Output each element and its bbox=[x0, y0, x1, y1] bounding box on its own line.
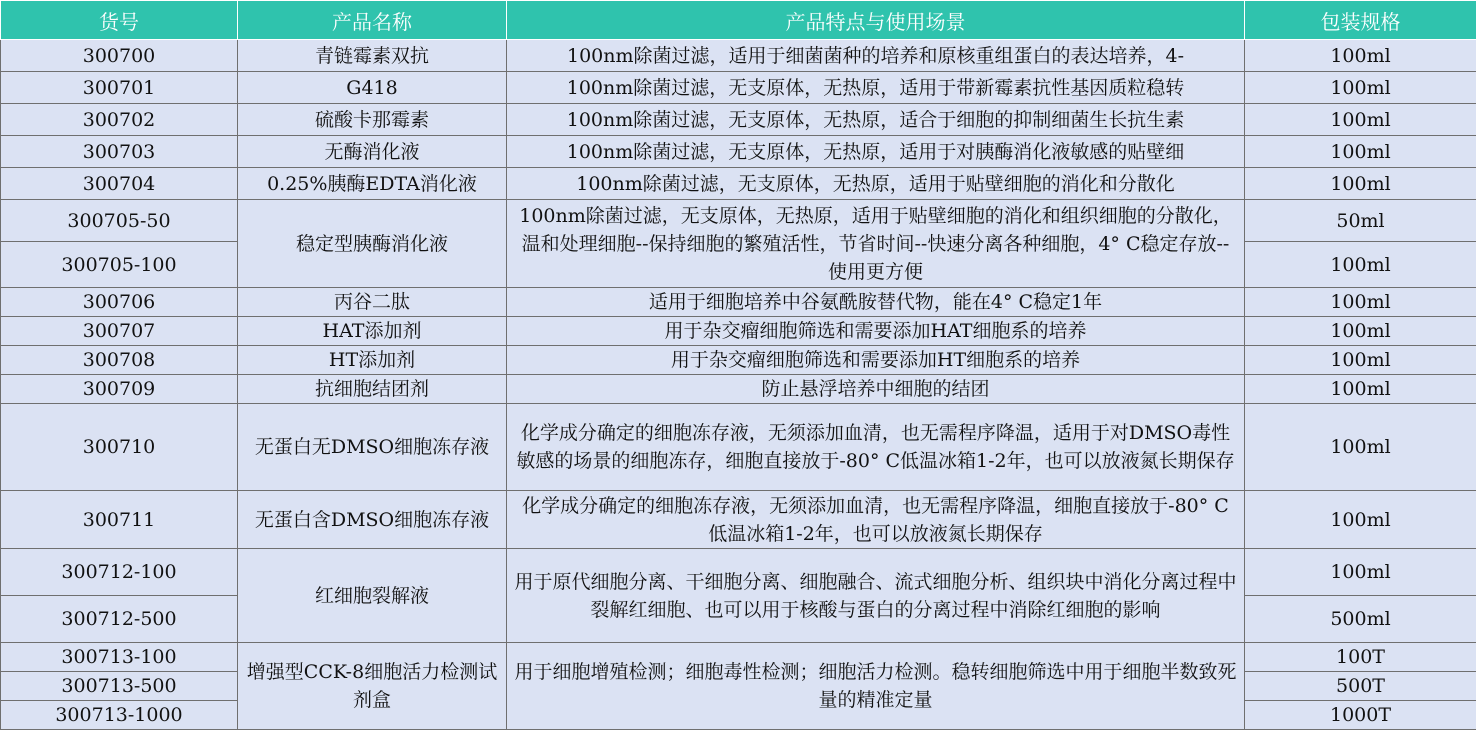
cell-name: 无酶消化液 bbox=[238, 136, 507, 168]
table-row bbox=[1, 136, 1476, 168]
cell-name: 增强型CCK-8细胞活力检测试剂盒 bbox=[238, 643, 507, 730]
cell-code: 300707 bbox=[1, 317, 238, 346]
table-row bbox=[1, 317, 1476, 346]
header-code: 货号 bbox=[1, 1, 238, 40]
cell-name: 无蛋白无DMSO细胞冻存液 bbox=[238, 404, 507, 491]
cell-desc: 用于杂交瘤细胞筛选和需要添加HAT细胞系的培养 bbox=[507, 317, 1245, 346]
cell-code: 300705-100 bbox=[1, 242, 238, 288]
cell-spec: 100ml bbox=[1245, 40, 1476, 72]
cell-desc: 用于细胞增殖检测；细胞毒性检测；细胞活力检测。稳转细胞筛选中用于细胞半数致死量的精准定量 bbox=[507, 643, 1245, 730]
cell-code: 300700 bbox=[1, 40, 238, 72]
table-row bbox=[1, 549, 1476, 596]
cell-code: 300713-1000 bbox=[1, 701, 238, 730]
cell-spec: 100ml bbox=[1245, 136, 1476, 168]
cell-name: 青链霉素双抗 bbox=[238, 40, 507, 72]
table-row bbox=[1, 168, 1476, 200]
cell-spec: 500ml bbox=[1245, 596, 1476, 643]
cell-spec: 100ml bbox=[1245, 491, 1476, 549]
table-row bbox=[1, 104, 1476, 136]
cell-name: 抗细胞结团剂 bbox=[238, 375, 507, 404]
table-row bbox=[1, 288, 1476, 317]
cell-spec: 100ml bbox=[1245, 549, 1476, 596]
cell-desc: 适用于细胞培养中谷氨酰胺替代物，能在4° C稳定1年 bbox=[507, 288, 1245, 317]
table-row bbox=[1, 200, 1476, 242]
cell-name: 红细胞裂解液 bbox=[238, 549, 507, 643]
table-row bbox=[1, 346, 1476, 375]
cell-desc: 用于杂交瘤细胞筛选和需要添加HT细胞系的培养 bbox=[507, 346, 1245, 375]
cell-spec: 100ml bbox=[1245, 317, 1476, 346]
cell-spec: 100ml bbox=[1245, 104, 1476, 136]
cell-code: 300713-100 bbox=[1, 643, 238, 672]
header-desc: 产品特点与使用场景 bbox=[507, 1, 1245, 40]
cell-spec: 100ml bbox=[1245, 346, 1476, 375]
cell-name: 无蛋白含DMSO细胞冻存液 bbox=[238, 491, 507, 549]
cell-code: 300712-500 bbox=[1, 596, 238, 643]
cell-code: 300710 bbox=[1, 404, 238, 491]
cell-spec: 100T bbox=[1245, 643, 1476, 672]
cell-code: 300702 bbox=[1, 104, 238, 136]
cell-desc: 100nm除菌过滤，适用于细菌菌种的培养和原核重组蛋白的表达培养，4- bbox=[507, 40, 1245, 72]
cell-name: 丙谷二肽 bbox=[238, 288, 507, 317]
header-spec: 包装规格 bbox=[1245, 1, 1476, 40]
cell-desc: 防止悬浮培养中细胞的结团 bbox=[507, 375, 1245, 404]
header-row bbox=[1, 1, 1476, 40]
cell-code: 300709 bbox=[1, 375, 238, 404]
cell-code: 300705-50 bbox=[1, 200, 238, 242]
cell-spec: 100ml bbox=[1245, 168, 1476, 200]
cell-code: 300704 bbox=[1, 168, 238, 200]
cell-spec: 50ml bbox=[1245, 200, 1476, 242]
cell-desc: 100nm除菌过滤，无支原体，无热原，适用于贴壁细胞的消化和分散化 bbox=[507, 168, 1245, 200]
table-row bbox=[1, 40, 1476, 72]
cell-desc: 100nm除菌过滤，无支原体，无热原，适用于贴壁细胞的消化和组织细胞的分散化，温和处理细胞--保持细胞的繁殖活性，节省时间--快速分离各种细胞，4° C稳定存放--使用更方便 bbox=[507, 200, 1245, 288]
cell-spec: 100ml bbox=[1245, 72, 1476, 104]
cell-desc: 化学成分确定的细胞冻存液，无须添加血清，也无需程序降温，细胞直接放于-80° C低温冰箱1-2年，也可以放液氮长期保存 bbox=[507, 491, 1245, 549]
table-row bbox=[1, 375, 1476, 404]
table-row bbox=[1, 72, 1476, 104]
cell-desc: 化学成分确定的细胞冻存液，无须添加血清，也无需程序降温，适用于对DMSO毒性敏感的场景的细胞冻存，细胞直接放于-80° C低温冰箱1-2年，也可以放液氮长期保存 bbox=[507, 404, 1245, 491]
cell-desc: 100nm除菌过滤，无支原体，无热原，适合于细胞的抑制细菌生长抗生素 bbox=[507, 104, 1245, 136]
cell-code: 300712-100 bbox=[1, 549, 238, 596]
cell-name: G418 bbox=[238, 72, 507, 104]
cell-name: 稳定型胰酶消化液 bbox=[238, 200, 507, 288]
table-row bbox=[1, 643, 1476, 672]
cell-code: 300711 bbox=[1, 491, 238, 549]
cell-code: 300703 bbox=[1, 136, 238, 168]
cell-code: 300701 bbox=[1, 72, 238, 104]
cell-spec: 100ml bbox=[1245, 404, 1476, 491]
cell-desc: 100nm除菌过滤，无支原体，无热原，适用于带新霉素抗性基因质粒稳转 bbox=[507, 72, 1245, 104]
cell-name: 硫酸卡那霉素 bbox=[238, 104, 507, 136]
cell-desc: 100nm除菌过滤，无支原体，无热原，适用于对胰酶消化液敏感的贴壁细 bbox=[507, 136, 1245, 168]
cell-name: HAT添加剂 bbox=[238, 317, 507, 346]
cell-spec: 100ml bbox=[1245, 242, 1476, 288]
cell-spec: 500T bbox=[1245, 672, 1476, 701]
cell-code: 300706 bbox=[1, 288, 238, 317]
cell-name: 0.25%胰酶EDTA消化液 bbox=[238, 168, 507, 200]
cell-name: HT添加剂 bbox=[238, 346, 507, 375]
cell-spec: 100ml bbox=[1245, 288, 1476, 317]
cell-code: 300708 bbox=[1, 346, 238, 375]
header-name: 产品名称 bbox=[238, 1, 507, 40]
cell-code: 300713-500 bbox=[1, 672, 238, 701]
cell-spec: 1000T bbox=[1245, 701, 1476, 730]
cell-spec: 100ml bbox=[1245, 375, 1476, 404]
cell-desc: 用于原代细胞分离、干细胞分离、细胞融合、流式细胞分析、组织块中消化分离过程中裂解红细胞、也可以用于核酸与蛋白的分离过程中消除红细胞的影响 bbox=[507, 549, 1245, 643]
table-row bbox=[1, 491, 1476, 549]
table-row bbox=[1, 404, 1476, 491]
